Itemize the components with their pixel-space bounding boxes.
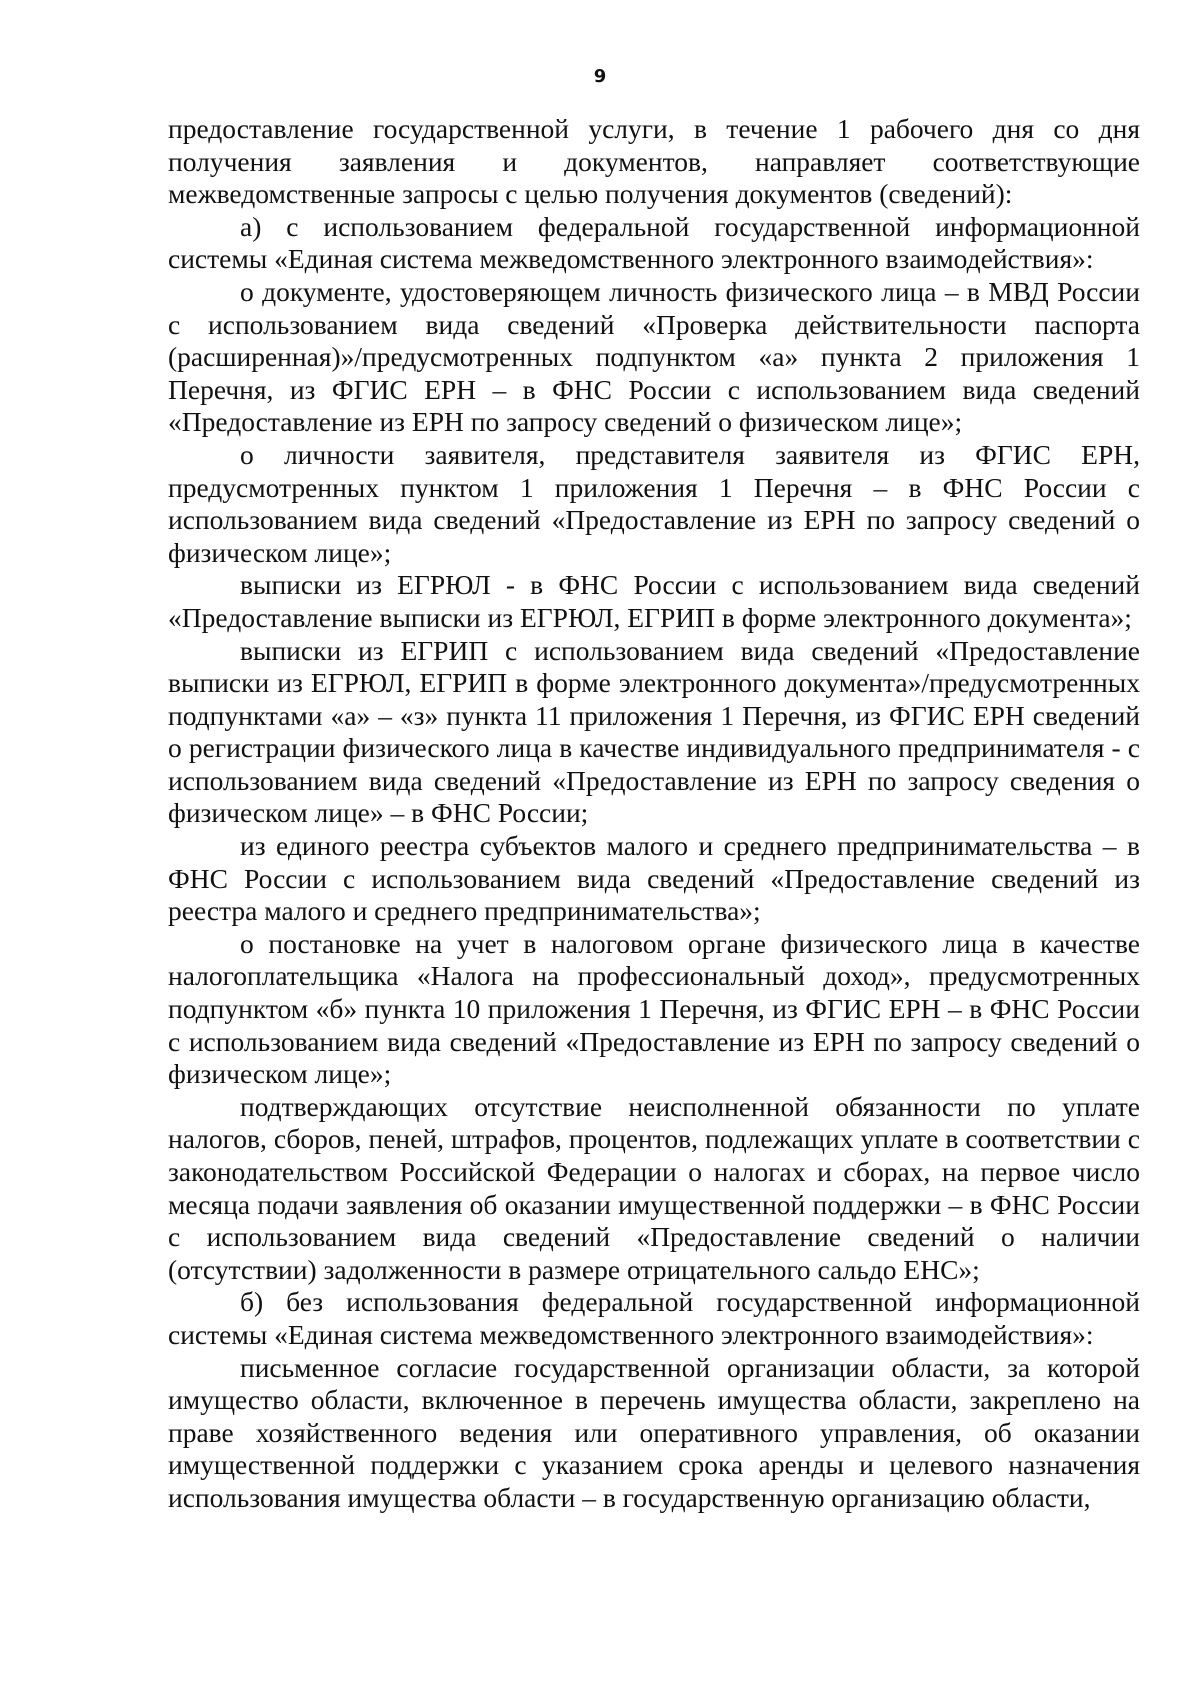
paragraph-sme-register: из единого реестра субъектов малого и среднего предпринимательства – в ФНС России с использованием вида сведений «Предоставление сведений из реестра малого и среднего предпринимательства»; — [168, 830, 1140, 927]
paragraph-no-tax-debt: подтверждающих отсутствие неисполненной обязанности по уплате налогов, сборов, пеней, штрафов, процентов, подлежащих уплате в соответствии с законодательством Российской Федерации о налогах и сборах, на первое число месяца подачи заявления об оказании имущественной поддержки – в ФНС России с использованием вида сведений «Предоставление сведений о наличии (отсутствии) задолженности в размере отрицательного сальдо ЕНС»; — [168, 1090, 1140, 1285]
paragraph-item-b: б) без использования федеральной государственной информационной системы «Единая система межведомственного электронного взаимодействия»: — [168, 1286, 1140, 1350]
document-body — [168, 113, 1140, 1515]
paragraph-continuation: предоставление государственной услуги, в течение 1 рабочего дня со дня получения заявления и документов, направляет соответствующие межведомственные запросы с целью получения документов (сведений): — [168, 113, 1140, 210]
page-number: 9 — [593, 66, 607, 87]
paragraph-identity-document: о документе, удостоверяющем личность физического лица – в МВД России с использованием вида сведений «Проверка действительности паспорта (расширенная)»/предусмотренных подпунктом «а» пункта 2 приложения 1 Перечня, из ФГИС ЕРН – в ФНС России с использованием вида сведений «Предоставление из ЕРН по запросу сведений о физическом лице»; — [168, 275, 1140, 438]
paragraph-applicant-identity: о личности заявителя, представителя заявителя из ФГИС ЕРН, предусмотренных пунктом 1 приложения 1 Перечня – в ФНС России с использованием вида сведений «Предоставление из ЕРН по запросу сведений о физическом лице»; — [168, 438, 1140, 568]
paragraph-written-consent: письменное согласие государственной организации области, за которой имущество области, включенное в перечень имущества области, закреплено на праве хозяйственного ведения или оперативного управления, об оказании имущественной поддержки с указанием срока аренды и целевого назначения использования имущества области – в государственную организацию области, — [168, 1351, 1140, 1513]
paragraph-tax-registration: о постановке на учет в налоговом органе физического лица в качестве налогоплательщика «Налога на профессиональный доход», предусмотренных подпунктом «б» пункта 10 приложения 1 Перечня, из ФГИС ЕРН – в ФНС России с использованием вида сведений «Предоставление из ЕРН по запросу сведений о физическом лице»; — [168, 927, 1140, 1090]
paragraph-egrul-extract: выписки из ЕГРЮЛ - в ФНС России с использованием вида сведений «Предоставление выписки из ЕГРЮЛ, ЕГРИП в форме электронного документа»; — [168, 569, 1140, 633]
paragraph-item-a: а) с использованием федеральной государственной информационной системы «Единая система межведомственного электронного взаимодействия»: — [168, 210, 1140, 275]
paragraph-egrip-extract: выписки из ЕГРИП с использованием вида сведений «Предоставление выписки из ЕГРЮЛ, ЕГРИП в форме электронного документа»/предусмотренных подпунктами «а» – «з» пункта 11 приложения 1 Перечня, из ФГИС ЕРН сведений о регистрации физического лица в качестве индивидуального предпринимателя - с использованием вида сведений «Предоставление из ЕРН по запросу сведения о физическом лице» – в ФНС России; — [168, 634, 1140, 829]
